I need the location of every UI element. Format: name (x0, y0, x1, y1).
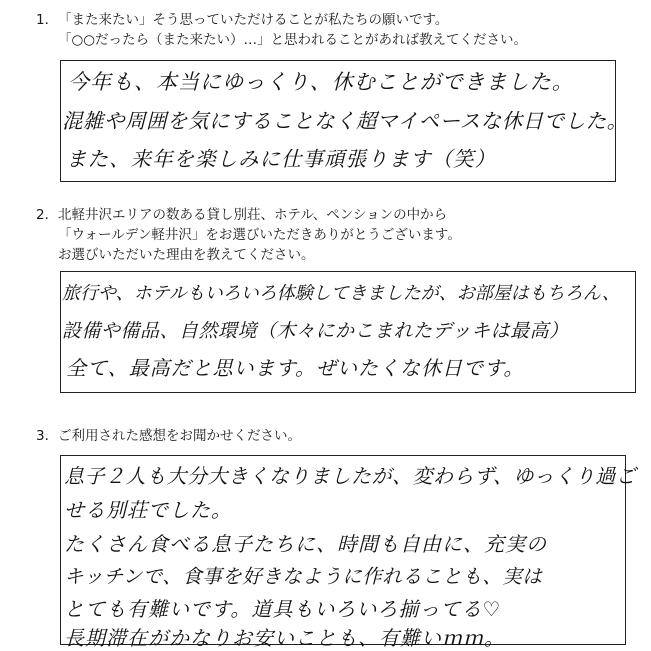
question-text: お選びいただいた理由を教えてください。 (58, 247, 315, 263)
question-1 (36, 10, 527, 50)
answer-line: 今年も、本当にゆっくり、休むことができました。 (68, 70, 574, 94)
answer-line: 旅行や、ホテルもいろいろ体験してきましたが、お部屋はもちろん、 (62, 283, 620, 304)
answer-line: また、来年を楽しみに仕事頑張ります（笑） (66, 147, 496, 171)
answer-line: 息子２人も大分大きくなりましたが、変わらず、ゆっくり過ご (64, 464, 637, 488)
question-text: 「○○だったら（また来たい）…」と思われることがあれば教えてください。 (58, 32, 528, 48)
question-text: ご利用された感想をお聞かせください。 (58, 428, 301, 444)
question-number: 3． (36, 428, 59, 444)
question-text: 北軽井沢エリアの数ある貸し別荘、ホテル、ペンションの中から (58, 207, 448, 223)
answer-line: 混雑や周囲を気にすることなく超マイペースな休日でした。 (62, 109, 628, 133)
question-2 (36, 205, 461, 265)
answer-line: たくさん食べる息子たちに、時間も自由に、充実の (64, 532, 547, 556)
question-text: 「ウォールデン軽井沢」をお選びいただきありがとうございます。 (58, 227, 461, 243)
answer-line: 全て、最高だと思います。ぜいたくな休日です。 (66, 356, 525, 380)
answer-line: せる別荘でした。 (64, 498, 232, 522)
answer-line: キッチンで、食事を好きなように作れることも、実は (64, 565, 543, 588)
question-text: 「また来たい」そう思っていただけることが私たちの願いです。 (58, 12, 449, 28)
answer-line: 設備や備品、自然環境（木々にかこまれたデッキは最高） (62, 320, 569, 342)
question-number: 2． (36, 207, 59, 223)
question-number: 1． (36, 12, 59, 28)
answer-line: とても有難いです。道具もいろいろ揃ってる♡ (64, 597, 502, 621)
question-3 (36, 426, 301, 446)
answer-line: 長期滞在がかなりお安いことも、有難いｍｍ。 (64, 626, 505, 650)
